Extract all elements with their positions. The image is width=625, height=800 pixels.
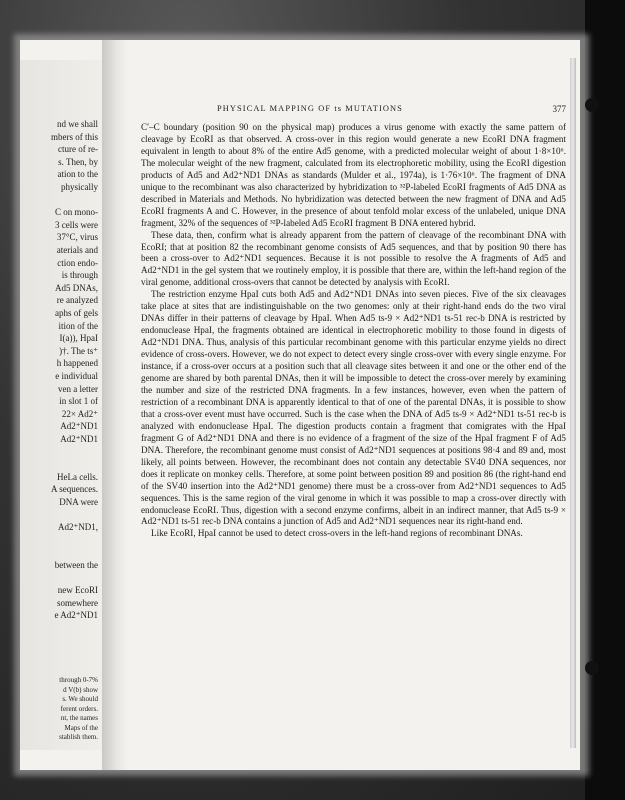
facing-page-line: ation to the (57, 169, 98, 180)
facing-page-line: nd we shall (57, 119, 98, 129)
facing-page-line: 22× Ad2⁺ (61, 408, 98, 419)
facing-page-line: between the (54, 560, 98, 570)
facing-page-line: is through (61, 270, 98, 281)
facing-page-line: in slot 1 of (59, 396, 98, 407)
facing-page-line: Ad5 DNAs, (54, 282, 98, 293)
facing-page-line: aterials and (56, 245, 98, 255)
facing-page-line: aphs of gels (55, 308, 98, 318)
facing-page-line: physically (61, 182, 98, 192)
page-stack-edge (570, 58, 576, 748)
facing-page-footnote-line: s. We should (62, 695, 98, 703)
facing-page-line: HeLa cells. (57, 471, 98, 482)
facing-page-line: C on mono- (54, 207, 98, 218)
facing-page-footnote-line: Maps of the (64, 723, 98, 732)
facing-page-line: new EcoRI (57, 585, 98, 596)
facing-page-line: )†. The ts⁺ (59, 345, 98, 356)
facing-page-line: e Ad2⁺ND1 (54, 610, 98, 621)
facing-page-footnote-line: stablish them. (59, 733, 98, 741)
facing-page-line: 37°C, virus (56, 232, 98, 243)
punch-hole-top (585, 98, 599, 112)
facing-page-line: A sequences. (51, 484, 98, 495)
facing-page-line: mbers of this (51, 131, 98, 142)
facing-page-line: somewhere (57, 597, 98, 608)
facing-page-line: DNA were (59, 497, 98, 507)
facing-page-fragment (20, 60, 102, 750)
running-header (141, 104, 566, 120)
facing-page-line: ction endo- (57, 257, 98, 268)
paragraph-2: These data, then, confirm what is already apparent from the pattern of cleavage of the recombinant DNA with EcoRI; that at position 82 the recombinant genome consists of Ad5 sequences, and that by position 90 there has been a cross-over to Ad2⁺ND1 sequences. Because it is not possible to resolve the A fragments of Ad5 and Ad2⁺ND1 in the gel system that we routinely employ, it is possible that there are, within the left-hand region of the viral genome, additional cross-overs that cannot be detected by analysis with EcoRI. (141, 229, 566, 288)
facing-page-line: Ad2⁺ND1, (58, 522, 98, 533)
facing-page-line: cture of re- (58, 144, 98, 155)
punch-hole-bottom (585, 661, 599, 675)
facing-page-line: 3 cells were (55, 219, 98, 230)
facing-page-footnote-line: nt, the names (60, 714, 98, 722)
page-content (141, 104, 566, 540)
paragraph-3: The restriction enzyme HpaI cuts both Ad5 and Ad2⁺ND1 DNAs into seven pieces. Five of the six cleavages take place at sites that are indistinguishable on the two genomes: only at their right-hand ends do the two viral DNAs differ in their patterns of cleavage by HpaI. When Ad5 ts-9 × Ad2⁺ND1 ts-51 rec-b DNA is restricted by endonuclease HpaI, the fragments obtained are identical in electrophoretic mobility to those found in digests of Ad2⁺ND1 DNA. Thus, analysis of this particular recombinant genome with this particular enzyme yields no direct evidence of cross-overs. However, we do not expect to detect every single cross-over with every single enzyme. For instance, if a cross-over occurs at a position such that all cleavage sites between it and one or the other end of the genome are shared by both parental DNAs, then it will be impossible to detect the cross-over merely by examining the number and size of the restricted DNA fragments. In a few instances, however, even when the pattern of restriction of a recombinant DNA is apparently identical to that of one of the parental DNAs, it is possible to show that a cross-over event must have occurred. Such is the case when the DNA of Ad5 ts-9 × Ad2⁺ND1 ts-51 rec-b is analyzed with endonuclease HpaI. The digestion products contain a fragment that comigrates with the HpaI fragment G of Ad2⁺ND1 DNA and there is no evidence of a fragment of the size of the HpaI fragment F of Ad5 DNA. Therefore, the recombinant genome must consist of Ad2⁺ND1 sequences at positions 98·4 and 89 and, most likely, all points between. However, the recombinant does not contain any detectable SV40 DNA sequences, nor does it replicate on monkey cells. Therefore, at some point between position 89 and position 86 (the right-hand end of the SV40 insertion into the Ad2⁺ND1 genome) there must be a cross-over from Ad2⁺ND1 sequences to Ad5 sequences. This is the same region of the viral genome in which it was possible to map a cross-over directly with endonuclease EcoRI. Thus, digestion with a second enzyme confirms, albeit in an indirect manner, that Ad5 ts-9 × Ad2⁺ND1 ts-51 rec-b DNA contains a junction of Ad5 and Ad2⁺ND1 sequences near its right-hand end. (141, 289, 566, 527)
facing-page-line: Ad2⁺ND1 (60, 421, 98, 432)
facing-page-line: s. Then, by (58, 156, 98, 167)
facing-page-footnote-line: d V(b) show (63, 685, 98, 694)
facing-page-footnote-line: ferent orders. (60, 704, 98, 713)
facing-page-line: Ad2⁺ND1 (60, 434, 98, 444)
facing-page-line: h happened (56, 358, 98, 369)
scanner-edge (585, 0, 625, 800)
paragraph-block (141, 122, 566, 540)
facing-page-line: I(a)), HpaI (59, 333, 98, 344)
facing-page-line: e individual (55, 371, 98, 381)
facing-page-footnote-line: through 0-7% (59, 676, 98, 684)
facing-page-line: ition of the (58, 320, 98, 331)
paragraph-4: Like EcoRI, HpaI cannot be used to detect cross-overs in the left-hand regions of recombinant DNAs. (151, 528, 523, 539)
running-title: PHYSICAL MAPPING OF ts MUTATIONS (217, 104, 403, 113)
page-number: 377 (552, 104, 566, 114)
book-gutter (102, 40, 128, 770)
facing-page-line: re analyzed (56, 295, 98, 306)
paragraph-1: C′–C boundary (position 90 on the physical map) produces a virus genome with exactly the same pattern of cleavage by EcoRI as that observed. A cross-over in this region would generate a new EcoRI DNA fragment equivalent in length to about 8% of the entire Ad5 genome, with a predicted molecular weight of about 1·8×10⁶. The molecular weight of the new fragment, calculated from its electrophoretic mobility, using the EcoRI digestion products of Ad5 and Ad2⁺ND1 DNAs as standards (Mulder et al., 1974a), is 1·76×10⁶. The fragment of DNA unique to the recombinant was also characterized by hybridization to ³²P-labeled EcoRI fragments of Ad5 DNA as described in Materials and Methods. No hybridization was detected between the new fragment of DNA and Ad5 EcoRI fragments A and C. However, in the presence of about tenfold molar excess of the unlabeled, unique DNA fragment, 32% of the sequences of ³²P-labeled Ad5 EcoRI fragment B DNA entered hybrid. (141, 122, 566, 228)
facing-page-line: ven a letter (58, 383, 98, 394)
